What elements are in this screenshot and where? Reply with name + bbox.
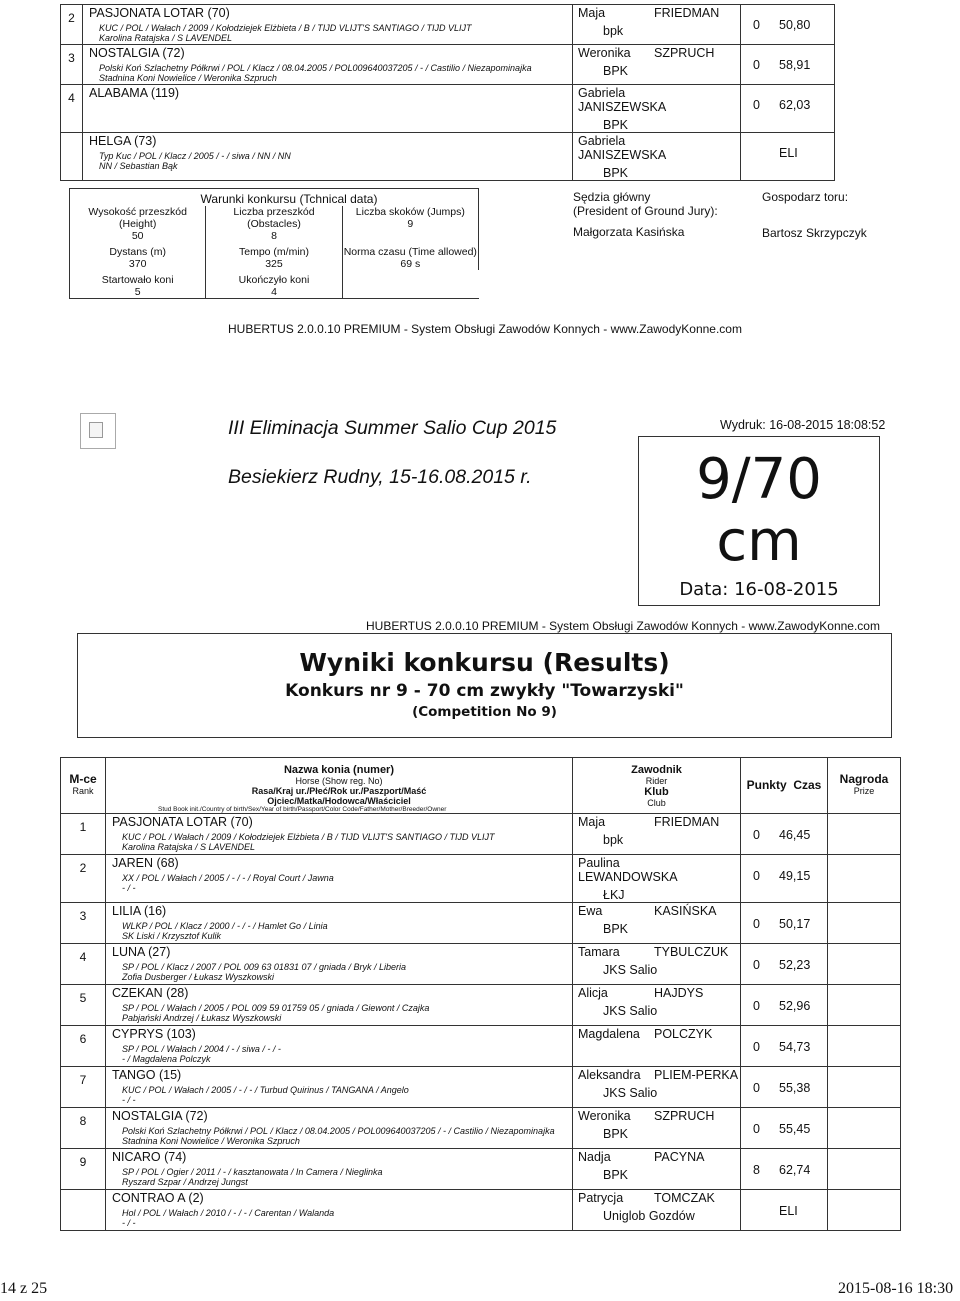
rider-last-name: PACYNA bbox=[654, 1150, 705, 1164]
rider-club: JKS Salio bbox=[603, 1086, 658, 1100]
distance-label: Dystans (m) bbox=[109, 246, 166, 258]
rider-last-name: SZPRUCH bbox=[654, 1109, 715, 1123]
score-cell bbox=[741, 45, 835, 85]
horse-name: JAREN (68) bbox=[112, 856, 179, 870]
horse-owner: Pabjański Andrzej / Łukasz Wyszkowski bbox=[122, 1013, 282, 1023]
rider-cell bbox=[573, 985, 741, 1026]
rider-cell bbox=[573, 133, 741, 181]
rider-last-name: TYBULCZUK bbox=[654, 945, 729, 959]
rider-last-name: KASIŃSKA bbox=[654, 904, 717, 918]
rank bbox=[61, 1190, 106, 1231]
host-block bbox=[762, 190, 867, 240]
horse-owner: Stadnina Koni Nowielice / Weronika Szpruch bbox=[99, 73, 277, 83]
horse-cell bbox=[83, 133, 573, 181]
col-horse-label: Nazwa konia (numer) bbox=[283, 764, 395, 776]
rider-first-name: Ewa bbox=[578, 904, 603, 918]
col-club-en: Club bbox=[647, 798, 666, 808]
col-points-label: Punkty bbox=[746, 778, 787, 792]
event-title: III Eliminacja Summer Salio Cup 2015 bbox=[228, 417, 557, 439]
col-prize-label: Nagroda bbox=[839, 772, 889, 786]
horse-details: Polski Koń Szlachetny Półkrwi / POL / Klacz / 08.04.2005 / POL009640037205 / - / Castilio / Niezapominajka bbox=[99, 63, 532, 73]
rider-cell bbox=[573, 1149, 741, 1190]
rider-last-name: HAJDYS bbox=[654, 986, 704, 1000]
conditions-title: Warunki konkursu (Tchnical data) bbox=[70, 189, 479, 207]
horse-cell bbox=[106, 814, 573, 855]
points: 0 bbox=[753, 958, 760, 972]
score-cell bbox=[741, 814, 828, 855]
rider-club: JKS Salio bbox=[603, 1004, 658, 1018]
horse-name: TANGO (15) bbox=[112, 1068, 182, 1082]
prize bbox=[828, 985, 901, 1026]
rider-first-name: Patrycja bbox=[578, 1191, 624, 1205]
prize bbox=[828, 1108, 901, 1149]
badge-date: Data: 16-08-2015 bbox=[679, 579, 839, 600]
col-horse bbox=[106, 758, 573, 814]
rider-last-name: FRIEDMAN bbox=[654, 815, 720, 829]
rider-first-name: Aleksandra bbox=[578, 1068, 641, 1082]
horse-cell bbox=[106, 985, 573, 1026]
score-cell bbox=[741, 133, 835, 181]
rider-club: bpk bbox=[603, 24, 624, 38]
col-rank bbox=[61, 758, 106, 814]
time: 49,15 bbox=[779, 869, 811, 883]
host-label: Gospodarz toru: bbox=[762, 190, 849, 204]
time: 50,80 bbox=[779, 18, 811, 32]
score-cell bbox=[741, 1190, 828, 1231]
horse-owner: - / - bbox=[122, 1218, 136, 1228]
horse-details: XX / POL / Wałach / 2005 / - / - / Royal Court / Jawna bbox=[122, 873, 334, 883]
rider-last-name: LEWANDOWSKA bbox=[578, 870, 678, 884]
conditions-table bbox=[69, 188, 479, 299]
rider-first-name: Tamara bbox=[578, 945, 620, 959]
rider-cell bbox=[573, 5, 741, 45]
horse-details: SP / POL / Klacz / 2007 / POL 009 63 01831 07 / gniada / Bryk / Liberia bbox=[122, 962, 407, 972]
horse-details: KUC / POL / Wałach / 2005 / - / - / Turbud Quirinus / TANGANA / Angelo bbox=[122, 1085, 409, 1095]
time: ELI bbox=[779, 1204, 798, 1218]
software-credit-top: HUBERTUS 2.0.0.10 PREMIUM - System Obsługi Zawodów Konnych - www.ZawodyKonne.com bbox=[228, 322, 742, 336]
prize bbox=[828, 944, 901, 985]
result-row bbox=[61, 1190, 901, 1231]
judge-label: Sędzia główny bbox=[573, 190, 651, 204]
results-table bbox=[60, 757, 901, 1231]
rider-first-name: Nadja bbox=[578, 1150, 611, 1164]
height-label: Wysokość przeszkód (Height) bbox=[88, 206, 187, 230]
result-row bbox=[61, 903, 901, 944]
rank: 4 bbox=[61, 85, 83, 133]
footer-datetime: 2015-08-16 18:30 bbox=[838, 1280, 954, 1297]
horse-owner: SK Liski / Krzysztof Kulik bbox=[122, 931, 222, 941]
horse-name: CONTRAO A (2) bbox=[112, 1191, 204, 1205]
result-row bbox=[61, 1026, 901, 1067]
prize bbox=[828, 1149, 901, 1190]
results-title-box bbox=[77, 633, 892, 738]
horse-owner: Stadnina Koni Nowielice / Weronika Szpruch bbox=[122, 1136, 300, 1146]
rider-club: ŁKJ bbox=[603, 888, 625, 902]
col-horse-l4: Ojciec/Matka/Hodowca/Właściciel bbox=[267, 796, 411, 806]
rider-last-name: JANISZEWSKA bbox=[578, 148, 667, 162]
col-rider bbox=[573, 758, 741, 814]
prize bbox=[828, 1026, 901, 1067]
horse-cell bbox=[83, 85, 573, 133]
horse-cell bbox=[106, 1108, 573, 1149]
horse-cell bbox=[106, 944, 573, 985]
rider-cell bbox=[573, 903, 741, 944]
horse-name: HELGA (73) bbox=[89, 134, 157, 148]
time: 58,91 bbox=[779, 58, 811, 72]
rider-first-name: Weronika bbox=[578, 46, 631, 60]
horse-details: SP / POL / Wałach / 2004 / - / siwa / - / - bbox=[122, 1044, 281, 1054]
prize bbox=[828, 1190, 901, 1231]
rider-club: BPK bbox=[603, 1168, 629, 1182]
rank: 1 bbox=[61, 814, 106, 855]
judge-name: Małgorzata Kasińska bbox=[573, 225, 685, 239]
time: ELI bbox=[779, 146, 798, 160]
horse-cell bbox=[106, 1067, 573, 1108]
result-row bbox=[61, 855, 901, 903]
horse-name: LUNA (27) bbox=[112, 945, 171, 959]
obstacles-value: 8 bbox=[271, 230, 277, 242]
horse-cell bbox=[106, 1026, 573, 1067]
score-cell bbox=[741, 855, 828, 903]
started-value: 5 bbox=[134, 286, 141, 298]
horse-details: KUC / POL / Wałach / 2009 / Kołodziejek Elżbieta / B / TIJD VLIJT'S SANTIAGO / TIJD VLIJT bbox=[122, 832, 495, 842]
host-name: Bartosz Skrzypczyk bbox=[762, 226, 867, 240]
rank: 4 bbox=[61, 944, 106, 985]
competition-number: (Competition No 9) bbox=[412, 704, 557, 720]
rider-cell bbox=[573, 45, 741, 85]
prize bbox=[828, 1067, 901, 1108]
prize bbox=[828, 903, 901, 944]
prize bbox=[828, 855, 901, 903]
points: 0 bbox=[753, 58, 760, 72]
rider-last-name: POLCZYK bbox=[654, 1027, 713, 1041]
time-allowed-label: Norma czasu (Time allowed) bbox=[343, 246, 477, 258]
rank: 2 bbox=[61, 5, 83, 45]
score-cell bbox=[741, 1026, 828, 1067]
points: 0 bbox=[753, 1081, 760, 1095]
finished-value: 4 bbox=[271, 286, 277, 298]
horse-details: Hol / POL / Wałach / 2010 / - / - / Carentan / Walanda bbox=[122, 1208, 335, 1218]
horse-name: CYPRYS (103) bbox=[112, 1027, 196, 1041]
score-cell bbox=[741, 1149, 828, 1190]
horse-name: NICARO (74) bbox=[112, 1150, 187, 1164]
results-title: Wyniki konkursu (Results) bbox=[299, 648, 670, 677]
rider-club: bpk bbox=[603, 833, 624, 847]
horse-name: LILIA (16) bbox=[112, 904, 167, 918]
col-rank-en: Rank bbox=[72, 786, 94, 796]
page-number: 14 z 25 bbox=[0, 1280, 48, 1297]
jumps-label: Liczba skoków (Jumps) bbox=[355, 206, 465, 218]
rank: 8 bbox=[61, 1108, 106, 1149]
rider-first-name: Gabriela bbox=[578, 86, 626, 100]
result-row bbox=[61, 814, 901, 855]
score-cell bbox=[741, 5, 835, 45]
score-cell bbox=[741, 85, 835, 133]
time-allowed-value: 69 s bbox=[400, 258, 421, 270]
col-horse-en: Horse (Show reg. No) bbox=[295, 776, 383, 786]
distance-value: 370 bbox=[128, 258, 147, 270]
horse-cell bbox=[83, 45, 573, 85]
time: 62,74 bbox=[779, 1163, 811, 1177]
started-label: Startowało koni bbox=[101, 274, 174, 286]
rank: 7 bbox=[61, 1067, 106, 1108]
horse-owner: NN / Sebastian Bąk bbox=[99, 161, 178, 171]
points: 0 bbox=[753, 1040, 760, 1054]
print-date: Wydruk: 16-08-2015 18:08:52 bbox=[720, 418, 886, 432]
rider-first-name: Maja bbox=[578, 815, 606, 829]
time: 55,45 bbox=[779, 1122, 811, 1136]
rider-club: BPK bbox=[603, 64, 629, 78]
rider-first-name: Paulina bbox=[578, 856, 620, 870]
points: 0 bbox=[753, 917, 760, 931]
result-row bbox=[61, 5, 835, 45]
software-credit: HUBERTUS 2.0.0.10 PREMIUM - System Obsługi Zawodów Konnych - www.ZawodyKonne.com bbox=[366, 619, 880, 633]
result-row bbox=[61, 944, 901, 985]
col-time-label: Czas bbox=[793, 778, 822, 792]
horse-owner: Karolina Ratajska / S LAVENDEL bbox=[99, 33, 233, 43]
col-horse-l3: Rasa/Kraj ur./Płeć/Rok ur./Paszport/Maść bbox=[251, 786, 427, 796]
tempo-value: 325 bbox=[265, 258, 283, 270]
jumps-value: 9 bbox=[407, 218, 414, 230]
horse-owner: Zofia Dusberger / Łukasz Wyszkowski bbox=[122, 972, 275, 982]
horse-name: NOSTALGIA (72) bbox=[89, 46, 185, 60]
obstacles-label: Liczba przeszkód (Obstacles) bbox=[233, 206, 315, 230]
competition-name: Konkurs nr 9 - 70 cm zwykły "Towarzyski" bbox=[285, 681, 684, 701]
event-place: Besiekierz Rudny, 15-16.08.2015 r. bbox=[228, 466, 532, 488]
rider-cell bbox=[573, 855, 741, 903]
rank: 2 bbox=[61, 855, 106, 903]
horse-details: WLKP / POL / Klacz / 2000 / - / - / Hamlet Go / Linia bbox=[122, 921, 328, 931]
col-rank-label: M-ce bbox=[69, 772, 97, 786]
horse-name: NOSTALGIA (72) bbox=[112, 1109, 208, 1123]
tempo-label: Tempo (m/min) bbox=[238, 246, 309, 258]
horse-cell bbox=[106, 855, 573, 903]
score-cell bbox=[741, 1067, 828, 1108]
top-results-table bbox=[60, 4, 835, 181]
result-row bbox=[61, 85, 835, 133]
result-row bbox=[61, 1108, 901, 1149]
rider-cell bbox=[573, 85, 741, 133]
rider-club: BPK bbox=[603, 1127, 629, 1141]
rider-cell bbox=[573, 944, 741, 985]
rider-cell bbox=[573, 1067, 741, 1108]
col-horse-l5: Stud Book init./Country of birth/Sex/Year of birth/Passport/Color Code/Father/Mother/Breeder/Owner bbox=[158, 806, 447, 813]
points: 0 bbox=[753, 999, 760, 1013]
score-cell bbox=[741, 903, 828, 944]
points: 0 bbox=[753, 869, 760, 883]
rider-first-name: Gabriela bbox=[578, 134, 626, 148]
time: 52,23 bbox=[779, 958, 811, 972]
horse-owner: - / Magdalena Polczyk bbox=[122, 1054, 211, 1064]
rider-last-name: JANISZEWSKA bbox=[578, 100, 667, 114]
rank: 5 bbox=[61, 985, 106, 1026]
rider-first-name: Weronika bbox=[578, 1109, 631, 1123]
rider-cell bbox=[573, 1026, 741, 1067]
rider-club: BPK bbox=[603, 166, 629, 180]
horse-owner: Karolina Ratajska / S LAVENDEL bbox=[122, 842, 256, 852]
rider-first-name: Maja bbox=[578, 6, 606, 20]
points: 0 bbox=[753, 98, 760, 112]
rider-first-name: Alicja bbox=[578, 986, 608, 1000]
rider-club: Uniglob Gozdów bbox=[603, 1209, 695, 1223]
badge-unit: cm bbox=[716, 509, 802, 574]
result-row bbox=[61, 985, 901, 1026]
rank: 3 bbox=[61, 903, 106, 944]
rider-last-name: PLIEM-PERKA bbox=[654, 1068, 739, 1082]
finished-label: Ukończyło koni bbox=[238, 274, 310, 286]
score-cell bbox=[741, 1108, 828, 1149]
rider-last-name: TOMCZAK bbox=[654, 1191, 715, 1205]
time: 50,17 bbox=[779, 917, 811, 931]
competition-badge bbox=[638, 436, 880, 606]
result-row bbox=[61, 133, 835, 181]
result-row bbox=[61, 1149, 901, 1190]
horse-cell bbox=[106, 1149, 573, 1190]
rider-cell bbox=[573, 1108, 741, 1149]
prize bbox=[828, 814, 901, 855]
time: 52,96 bbox=[779, 999, 811, 1013]
rider-cell bbox=[573, 814, 741, 855]
height-value: 50 bbox=[131, 230, 144, 242]
rider-cell bbox=[573, 1190, 741, 1231]
rank: 3 bbox=[61, 45, 83, 85]
horse-cell bbox=[83, 5, 573, 45]
col-club-label: Klub bbox=[644, 786, 669, 798]
horse-details: Typ Kuc / POL / Klacz / 2005 / - / siwa / NN / NN bbox=[99, 151, 291, 161]
points: 0 bbox=[753, 1122, 760, 1136]
horse-cell bbox=[106, 903, 573, 944]
badge-height: 9/70 bbox=[696, 447, 822, 512]
score-cell bbox=[741, 944, 828, 985]
time: 62,03 bbox=[779, 98, 811, 112]
horse-owner: - / - bbox=[122, 883, 136, 893]
horse-name: PASJONATA LOTAR (70) bbox=[89, 6, 230, 20]
horse-details: KUC / POL / Wałach / 2009 / Kołodziejek Elżbieta / B / TIJD VLIJT'S SANTIAGO / TIJD VLIJT bbox=[99, 23, 472, 33]
judge-label-en: (President of Ground Jury): bbox=[573, 204, 718, 218]
horse-name: PASJONATA LOTAR (70) bbox=[112, 815, 253, 829]
rider-last-name: FRIEDMAN bbox=[654, 6, 720, 20]
rank bbox=[61, 133, 83, 181]
rider-last-name: SZPRUCH bbox=[654, 46, 715, 60]
horse-details: SP / POL / Ogier / 2011 / - / kasztanowata / In Camera / Nieglinka bbox=[122, 1167, 383, 1177]
judge-block bbox=[573, 190, 718, 239]
rank: 6 bbox=[61, 1026, 106, 1067]
broken-image-icon bbox=[89, 422, 103, 438]
col-rider-en: Rider bbox=[645, 776, 668, 786]
time: 54,73 bbox=[779, 1040, 811, 1054]
horse-cell bbox=[106, 1190, 573, 1231]
horse-owner: - / - bbox=[122, 1095, 136, 1105]
points: 0 bbox=[753, 18, 760, 32]
rider-club: BPK bbox=[603, 922, 629, 936]
rider-first-name: Magdalena bbox=[578, 1027, 640, 1041]
event-logo bbox=[80, 413, 116, 449]
result-row bbox=[61, 45, 835, 85]
col-prize-en: Prize bbox=[853, 786, 875, 796]
result-row bbox=[61, 1067, 901, 1108]
rider-club: BPK bbox=[603, 118, 629, 132]
col-points-time bbox=[741, 758, 828, 814]
col-prize bbox=[828, 758, 901, 814]
score-cell bbox=[741, 985, 828, 1026]
time: 46,45 bbox=[779, 828, 811, 842]
horse-name: CZEKAN (28) bbox=[112, 986, 189, 1000]
rank: 9 bbox=[61, 1149, 106, 1190]
rider-club: JKS Salio bbox=[603, 963, 658, 977]
horse-details: SP / POL / Wałach / 2005 / POL 009 59 01759 05 / gniada / Giewont / Czajka bbox=[122, 1003, 430, 1013]
points: 8 bbox=[753, 1163, 760, 1177]
points: 0 bbox=[753, 828, 760, 842]
horse-owner: Ryszard Szpar / Andrzej Jungst bbox=[122, 1177, 248, 1187]
horse-details: Polski Koń Szlachetny Półkrwi / POL / Klacz / 08.04.2005 / POL009640037205 / - / Castilio / Niezapominajka bbox=[122, 1126, 555, 1136]
horse-name: ALABAMA (119) bbox=[89, 86, 180, 100]
col-rider-label: Zawodnik bbox=[631, 764, 682, 776]
time: 55,38 bbox=[779, 1081, 811, 1095]
